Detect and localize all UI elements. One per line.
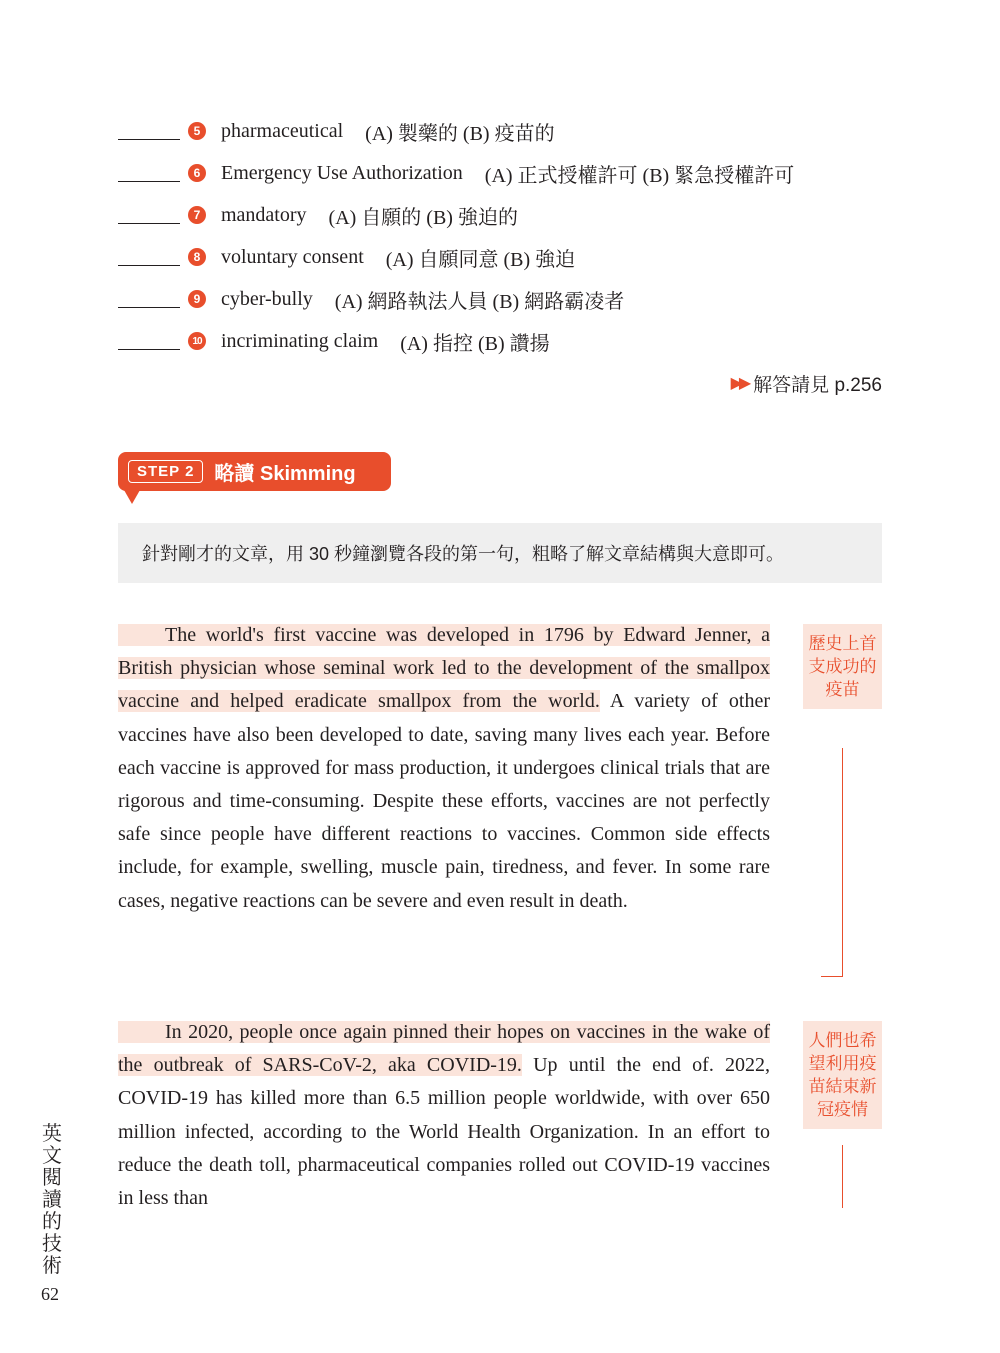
note-bracket-foot	[821, 976, 843, 977]
vocab-term: incriminating claim	[221, 329, 379, 352]
vocab-term: voluntary consent	[221, 245, 364, 268]
vocab-term: Emergency Use Authorization	[221, 161, 463, 184]
item-number: 9	[188, 290, 206, 308]
note-bracket-line	[842, 1145, 843, 1208]
paragraph-body: A variety of other vaccines have also been developed to date, saving many lives each year. Before each vaccine is approved for mass production, it undergoes clinical trials that are rigorous and time-consuming. Despite these efforts, vaccines are not perfectly safe since people have different reactions to vaccines. Common side effects include, for example, swelling, muscle pain, tiredness, and fever. In some rare cases, negative reactions can be severe and even result in death.	[118, 690, 770, 912]
margin-note: 人們也希望利用疫苗結束新冠疫情	[803, 1021, 882, 1129]
instruction-text: 針對剛才的文章，用 30 秒鐘瀏覽各段的第一句，粗略了解文章結構與大意即可。	[142, 544, 785, 564]
vocab-term: pharmaceutical	[221, 119, 344, 142]
running-title: 英文閱讀的技術	[42, 1123, 62, 1277]
margin-note: 歷史上首支成功的疫苗	[803, 624, 882, 709]
page-number: 62	[41, 1284, 59, 1304]
note-bracket-line	[842, 748, 843, 976]
step-title: 略讀 Skimming	[214, 463, 356, 485]
vocab-row	[118, 116, 555, 146]
highlighted-first-sentence: The world's first vaccine was developed in 1796 by Edward Jenner, a British physician whose seminal work led to the development of the smallpox vaccine and helped eradicate smallpox from the world.	[118, 624, 770, 713]
vocab-options: (A) 正式授權許可 (B) 緊急授權許可	[484, 164, 795, 187]
reading-paragraph	[118, 619, 770, 918]
item-number: 8	[188, 248, 206, 266]
item-number: 6	[188, 164, 206, 182]
answer-reference-text: 解答請見 p.256	[753, 374, 882, 396]
paragraph-body: Up until the end of. 2022, COVID-19 has killed more than 6.5 million people worldwide, with over 650 million infected, according to the World Health Organization. In an effort to reduce the death toll, pharmaceutical companies rolled out COVID-19 vaccines in less than	[118, 1054, 771, 1210]
answer-blank[interactable]	[118, 138, 180, 140]
answer-blank[interactable]	[118, 264, 180, 266]
answer-blank[interactable]	[118, 348, 180, 350]
vocab-options: (A) 網路執法人員 (B) 網路霸凌者	[334, 290, 625, 313]
vocab-row	[118, 158, 794, 188]
vocab-row	[118, 242, 575, 272]
vocab-term: mandatory	[221, 203, 307, 226]
vocab-row	[118, 200, 518, 230]
vocab-row	[118, 284, 624, 314]
item-number: 5	[188, 122, 206, 140]
answer-blank[interactable]	[118, 180, 180, 182]
vocab-term: cyber-bully	[221, 287, 313, 310]
step-tag: STEP 2	[128, 460, 203, 483]
vocab-options: (A) 指控 (B) 讚揚	[400, 332, 550, 355]
highlighted-first-sentence: In 2020, people once again pinned their hopes on vaccines in the wake of the outbreak of SARS-CoV-2, aka COVID-19.	[118, 1021, 770, 1077]
answer-reference	[731, 368, 882, 398]
double-arrow-icon: ▶▶	[730, 375, 748, 392]
vocab-options: (A) 自願的 (B) 強迫的	[328, 206, 518, 229]
step-banner	[118, 452, 391, 491]
answer-blank[interactable]	[118, 306, 180, 308]
answer-blank[interactable]	[118, 222, 180, 224]
vocab-options: (A) 自願同意 (B) 強迫	[385, 248, 576, 271]
item-number: 7	[188, 206, 206, 224]
vocab-options: (A) 製藥的 (B) 疫苗的	[365, 122, 555, 145]
reading-paragraph	[118, 1016, 770, 1215]
item-number: 10	[188, 332, 206, 350]
vocab-row	[118, 326, 550, 356]
instruction-box	[118, 523, 882, 583]
